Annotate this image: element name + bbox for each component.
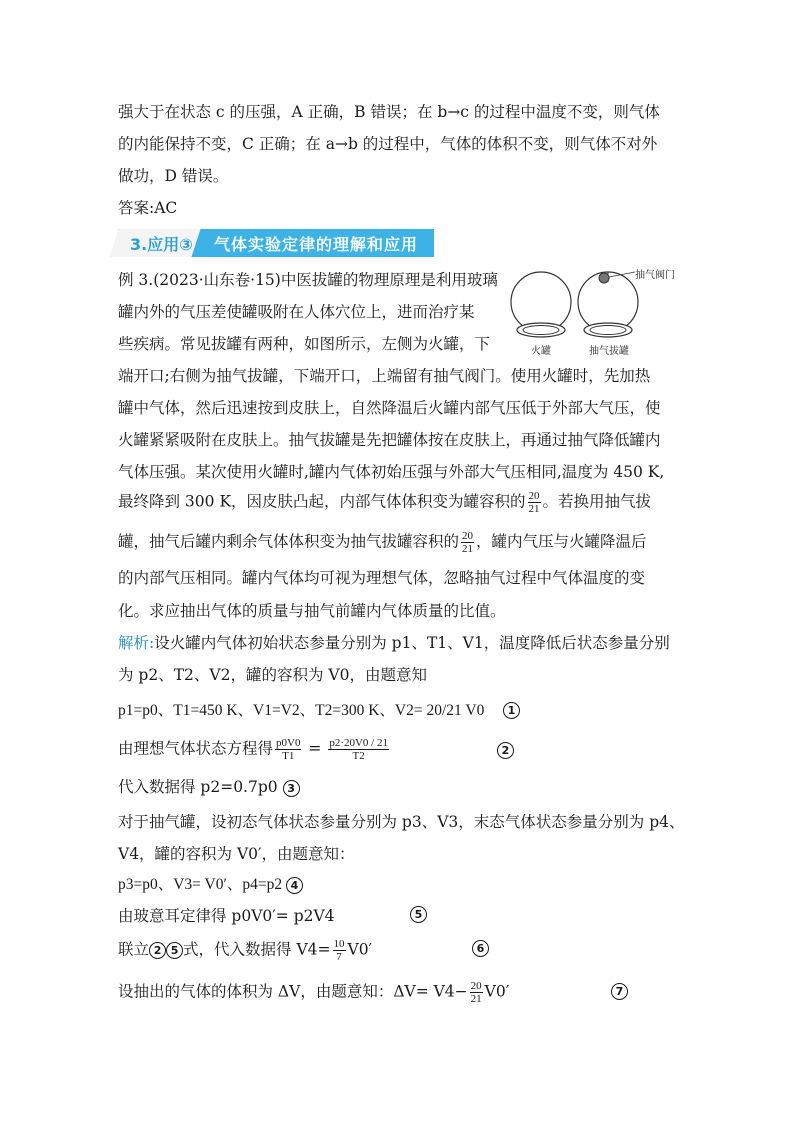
equation-2-lhs: $\frac{p0V0}{T1}$ — [276, 737, 301, 762]
problem-line-8 — [118, 490, 651, 515]
problem-line-7: 气体压强。某次使用火罐时,罐内气体初始压强与外部大气压相同,温度为 450 K, — [118, 463, 665, 481]
equation-7-tail: V0′ — [484, 982, 510, 1001]
problem-line-9-tail: ，罐内气压与火罐降温后 — [476, 532, 647, 551]
suction-cup-label: 抽气拔罐 — [589, 346, 629, 357]
equation-3-text: 代入数据得 p2=0.7p0 — [118, 778, 278, 796]
ref-marker-5: 5 — [166, 942, 183, 959]
marker-2: 2 — [497, 742, 514, 759]
solution-line-4: V4，罐的容积为 V0′，由题意知： — [118, 845, 355, 863]
ref-marker-2: 2 — [149, 942, 166, 959]
solution-label: 解析: — [118, 634, 155, 652]
problem-line-1: 例 3.(2023·山东卷·15)中医拔罐的物理原理是利用玻璃 — [118, 271, 498, 289]
answer-line: 答案:AC — [118, 199, 178, 217]
problem-line-5: 罐中气体，然后迅速按到皮肤上，自然降温后火罐内部气压低于外部大气压，使 — [118, 399, 661, 417]
equation-3 — [118, 776, 300, 798]
marker-5: 5 — [410, 906, 427, 923]
problem-line-9 — [118, 530, 647, 555]
cupping-figure — [505, 264, 680, 359]
marker-1: 1 — [503, 702, 520, 719]
marker-6: 6 — [472, 940, 489, 957]
equation-7 — [118, 980, 509, 1005]
problem-line-8-tail: 。若换用抽气拔 — [542, 492, 652, 511]
fraction-20-21-c: $\frac{20}{21}$ — [470, 980, 482, 1005]
equation-2-prefix: 由理想气体状态方程得 — [118, 739, 274, 758]
equation-4-text: p3=p0、V3= V0′、p4=p2 — [118, 876, 283, 893]
equation-5: 由玻意耳定律得 p0V0′= p2V4 — [118, 907, 335, 925]
fraction-20-21-b: $\frac{20}{21}$ — [462, 530, 474, 555]
problem-line-8-text: 最终降到 300 K，因皮肤凸起，内部气体体积变为罐容积的 — [118, 492, 526, 511]
fire-cup-label: 火罐 — [531, 346, 551, 357]
solution-line-1 — [118, 632, 670, 654]
fraction-10-7: $\frac{10}{7}$ — [333, 938, 345, 963]
equation-2: 由理想气体状态方程得 $\frac{p0V0}{T1}$ = $\frac{p2\cdot 20V0 / 21}{T2}$ — [118, 737, 388, 762]
equation-1: p1=p0、T1=450 K、V1=V2、T2=300 K、V2= 20/21 V0 — [118, 702, 485, 719]
equation-4 — [118, 874, 303, 896]
problem-line-9-text: 罐，抽气后罐内剩余气体体积变为抽气拔罐容积的 — [118, 532, 460, 551]
valve-label: 抽气阀门 — [635, 270, 675, 281]
intro-line-2: 的内能保持不变，C 正确；在 a→b 的过程中，气体的体积不变，则气体不对外 — [118, 135, 658, 153]
marker-4: 4 — [286, 877, 303, 894]
equation-6 — [118, 938, 372, 963]
fraction-20-21: $\frac{20}{21}$ — [528, 490, 540, 515]
solution-line-2: 为 p2、T2、V2，罐的容积为 V0，由题意知 — [118, 666, 427, 684]
solution-text-1: 设火罐内气体初始状态参量分别为 p1、T1、V1，温度降低后状态参量分别 — [154, 634, 670, 652]
equation-7-prefix: 设抽出的气体的体积为 ΔV，由题意知：ΔV= V4− — [118, 982, 468, 1001]
marker-3: 3 — [283, 780, 300, 797]
solution-line-3: 对于抽气罐，设初态气体状态参量分别为 p3、V3，末态气体状态参量分别为 p4、 — [118, 813, 685, 831]
section-tag: 3.应用③ — [130, 235, 193, 254]
problem-line-4: 端开口;右侧为抽气拔罐，下端开口，上端留有抽气阀门。使用火罐时，先加热 — [118, 367, 651, 385]
section-banner — [118, 229, 434, 257]
intro-line-1: 强大于在状态 c 的压强，A 正确，B 错误；在 b→c 的过程中温度不变，则气体 — [118, 103, 660, 121]
section-title: 气体实验定律的理解和应用 — [214, 235, 419, 254]
problem-line-6: 火罐紧紧吸附在皮肤上。抽气拔罐是先把罐体按在皮肤上，再通过抽气降低罐内 — [118, 431, 661, 449]
equation-6-tail: V0′ — [347, 940, 373, 959]
equation-6-mid: 式，代入数据得 V4= — [183, 940, 331, 959]
equation-2-rhs: $\frac{p2\cdot 20V0 / 21}{T2}$ — [329, 737, 388, 762]
problem-line-11: 化。求应抽出气体的质量与抽气前罐内气体质量的比值。 — [118, 602, 506, 620]
problem-line-10: 的内部气压相同。罐内气体均可视为理想气体，忽略抽气过程中气体温度的变 — [118, 569, 646, 587]
marker-7: 7 — [611, 983, 628, 1000]
problem-line-2: 罐内外的气压差使罐吸附在人体穴位上，进而治疗某 — [118, 303, 475, 321]
problem-line-3: 些疾病。常见拔罐有两种，如图所示，左侧为火罐，下 — [118, 335, 491, 353]
equation-6-prefix: 联立 — [118, 940, 150, 959]
intro-line-3: 做功，D 错误。 — [118, 167, 229, 185]
